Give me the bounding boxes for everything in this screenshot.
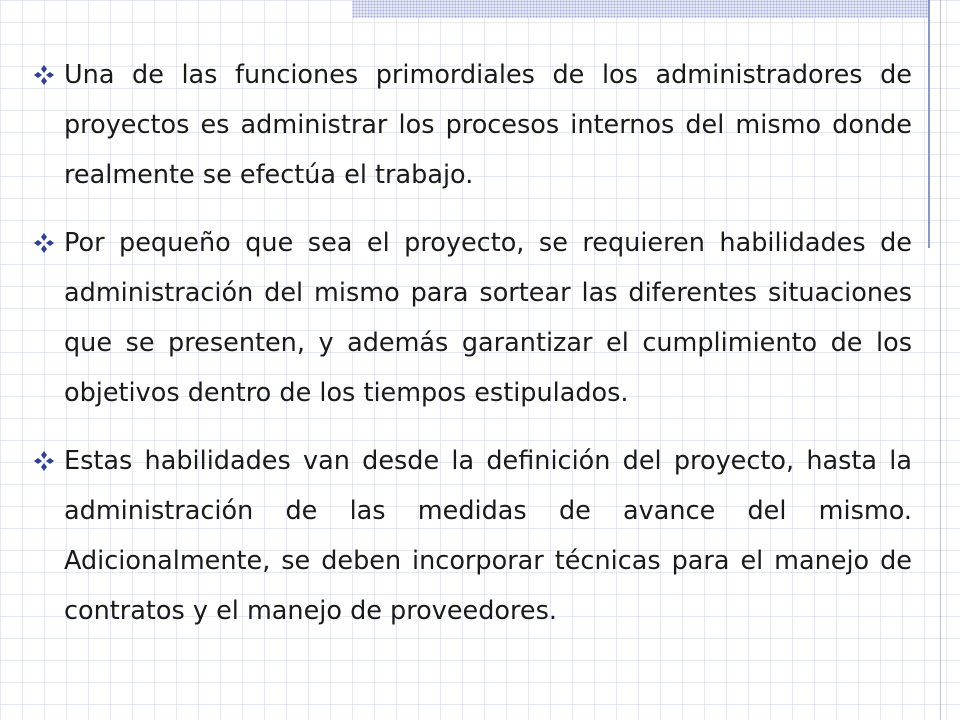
- decorative-vertical-line-thin: [940, 0, 941, 720]
- diamond-bullet-icon: [32, 231, 56, 255]
- decorative-vertical-line: [928, 0, 930, 248]
- bullet-text: Por pequeño que sea el proyecto, se requieren habilidades de administración del mismo para sortear las diferentes situaciones que se presenten, y además garantizar el cumplimiento de los objetivos dentro de los tiempos estipulados.: [64, 228, 912, 408]
- slide-body: [30, 50, 912, 654]
- bullet-item-1: [30, 50, 912, 200]
- bullet-text: Una de las funciones primordiales de los administradores de proyectos es administrar los procesos internos del mismo donde realmente se efectúa el trabajo.: [64, 60, 912, 190]
- diamond-bullet-icon: [32, 63, 56, 87]
- bullet-item-3: [30, 436, 912, 636]
- diamond-bullet-icon: [32, 449, 56, 473]
- bullet-text: Estas habilidades van desde la definición del proyecto, hasta la administración de las medidas de avance del mismo. Adicionalmente, se deben incorporar técnicas para el manejo de contratos y el manejo de proveedores.: [64, 446, 912, 626]
- decorative-header-band: [352, 0, 928, 18]
- bullet-item-2: [30, 218, 912, 418]
